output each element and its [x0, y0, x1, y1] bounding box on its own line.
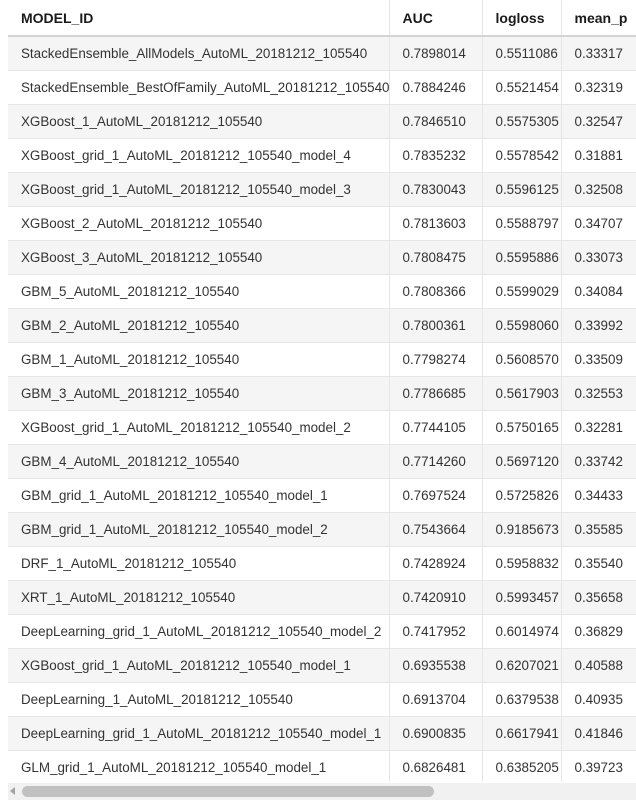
cell-logloss: 0.5575305	[482, 105, 561, 139]
cell-auc: 0.7714260	[389, 445, 482, 479]
table-row	[8, 377, 636, 411]
cell-auc: 0.7884246	[389, 71, 482, 105]
cell-auc: 0.7800361	[389, 309, 482, 343]
cell-model-id: XGBoost_2_AutoML_20181212_105540	[8, 207, 389, 241]
cell-mean-per-class-error: 0.34707	[561, 207, 636, 241]
cell-auc: 0.7798274	[389, 343, 482, 377]
cell-mean-per-class-error: 0.33992	[561, 309, 636, 343]
scrollbar-thumb[interactable]	[22, 786, 434, 797]
table-row	[8, 717, 636, 751]
cell-mean-per-class-error: 0.35658	[561, 581, 636, 615]
cell-mean-per-class-error: 0.33742	[561, 445, 636, 479]
cell-model-id: StackedEnsemble_AllModels_AutoML_20181212_105540	[8, 36, 389, 71]
table-row	[8, 581, 636, 615]
table-row	[8, 241, 636, 275]
cell-auc: 0.7543664	[389, 513, 482, 547]
cell-logloss: 0.9185673	[482, 513, 561, 547]
table-row	[8, 683, 636, 717]
cell-mean-per-class-error: 0.32281	[561, 411, 636, 445]
cell-auc: 0.7830043	[389, 173, 482, 207]
cell-model-id: DeepLearning_grid_1_AutoML_20181212_105540_model_1	[8, 717, 389, 751]
cell-logloss: 0.5958832	[482, 547, 561, 581]
cell-model-id: XGBoost_grid_1_AutoML_20181212_105540_model_4	[8, 139, 389, 173]
cell-model-id: DRF_1_AutoML_20181212_105540	[8, 547, 389, 581]
cell-mean-per-class-error: 0.40935	[561, 683, 636, 717]
cell-logloss: 0.5595886	[482, 241, 561, 275]
cell-logloss: 0.6014974	[482, 615, 561, 649]
horizontal-scrollbar[interactable]	[8, 783, 636, 800]
cell-auc: 0.7786685	[389, 377, 482, 411]
cell-auc: 0.7846510	[389, 105, 482, 139]
cell-logloss: 0.5608570	[482, 343, 561, 377]
cell-logloss: 0.6379538	[482, 683, 561, 717]
cell-model-id: XGBoost_3_AutoML_20181212_105540	[8, 241, 389, 275]
cell-model-id: XGBoost_1_AutoML_20181212_105540	[8, 105, 389, 139]
cell-auc: 0.7420910	[389, 581, 482, 615]
table-row	[8, 513, 636, 547]
cell-auc: 0.6913704	[389, 683, 482, 717]
cell-model-id: DeepLearning_grid_1_AutoML_20181212_105540_model_2	[8, 615, 389, 649]
cell-logloss: 0.5993457	[482, 581, 561, 615]
cell-auc: 0.6935538	[389, 649, 482, 683]
cell-auc: 0.7808366	[389, 275, 482, 309]
cell-auc: 0.7835232	[389, 139, 482, 173]
cell-mean-per-class-error: 0.32319	[561, 71, 636, 105]
table-row	[8, 275, 636, 309]
cell-logloss: 0.5617903	[482, 377, 561, 411]
table-row	[8, 105, 636, 139]
header-row	[8, 0, 636, 36]
table-row	[8, 343, 636, 377]
triangle-left-icon[interactable]	[10, 787, 15, 795]
cell-model-id: XRT_1_AutoML_20181212_105540	[8, 581, 389, 615]
table-row	[8, 615, 636, 649]
column-header-mean-per-class-error: mean_p	[561, 0, 636, 36]
cell-auc: 0.7813603	[389, 207, 482, 241]
cell-logloss: 0.5599029	[482, 275, 561, 309]
cell-mean-per-class-error: 0.35585	[561, 513, 636, 547]
cell-logloss: 0.6617941	[482, 717, 561, 751]
cell-auc: 0.7428924	[389, 547, 482, 581]
cell-logloss: 0.5588797	[482, 207, 561, 241]
leaderboard-table	[8, 0, 636, 782]
cell-model-id: GBM_grid_1_AutoML_20181212_105540_model_1	[8, 479, 389, 513]
column-header-logloss: logloss	[482, 0, 561, 36]
table-row	[8, 479, 636, 513]
cell-mean-per-class-error: 0.33509	[561, 343, 636, 377]
cell-auc: 0.7417952	[389, 615, 482, 649]
cell-auc: 0.7697524	[389, 479, 482, 513]
cell-logloss: 0.5596125	[482, 173, 561, 207]
table-row	[8, 751, 636, 783]
table-row	[8, 139, 636, 173]
cell-auc: 0.6900835	[389, 717, 482, 751]
cell-model-id: StackedEnsemble_BestOfFamily_AutoML_20181212_105540	[8, 71, 389, 105]
cell-model-id: GBM_5_AutoML_20181212_105540	[8, 275, 389, 309]
cell-auc: 0.6826481	[389, 751, 482, 783]
column-header-auc: AUC	[389, 0, 482, 36]
table-row	[8, 547, 636, 581]
cell-model-id: GBM_3_AutoML_20181212_105540	[8, 377, 389, 411]
cell-model-id: XGBoost_grid_1_AutoML_20181212_105540_model_2	[8, 411, 389, 445]
cell-mean-per-class-error: 0.35540	[561, 547, 636, 581]
cell-logloss: 0.5598060	[482, 309, 561, 343]
cell-mean-per-class-error: 0.32553	[561, 377, 636, 411]
cell-auc: 0.7808475	[389, 241, 482, 275]
table-row	[8, 309, 636, 343]
cell-auc: 0.7898014	[389, 36, 482, 71]
cell-auc: 0.7744105	[389, 411, 482, 445]
cell-model-id: GBM_1_AutoML_20181212_105540	[8, 343, 389, 377]
cell-model-id: GBM_4_AutoML_20181212_105540	[8, 445, 389, 479]
table-body	[8, 36, 636, 782]
cell-mean-per-class-error: 0.32508	[561, 173, 636, 207]
column-header-model-id: MODEL_ID	[8, 0, 389, 36]
cell-logloss: 0.5521454	[482, 71, 561, 105]
table-row	[8, 173, 636, 207]
cell-mean-per-class-error: 0.39723	[561, 751, 636, 783]
cell-mean-per-class-error: 0.40588	[561, 649, 636, 683]
table-row	[8, 411, 636, 445]
cell-mean-per-class-error: 0.33073	[561, 241, 636, 275]
cell-logloss: 0.5578542	[482, 139, 561, 173]
cell-model-id: GBM_grid_1_AutoML_20181212_105540_model_2	[8, 513, 389, 547]
cell-logloss: 0.5725826	[482, 479, 561, 513]
cell-logloss: 0.5750165	[482, 411, 561, 445]
cell-mean-per-class-error: 0.34433	[561, 479, 636, 513]
cell-mean-per-class-error: 0.31881	[561, 139, 636, 173]
table-row	[8, 445, 636, 479]
cell-mean-per-class-error: 0.32547	[561, 105, 636, 139]
cell-model-id: GLM_grid_1_AutoML_20181212_105540_model_1	[8, 751, 389, 783]
cell-mean-per-class-error: 0.34084	[561, 275, 636, 309]
cell-model-id: XGBoost_grid_1_AutoML_20181212_105540_model_3	[8, 173, 389, 207]
cell-model-id: GBM_2_AutoML_20181212_105540	[8, 309, 389, 343]
cell-mean-per-class-error: 0.33317	[561, 36, 636, 71]
cell-mean-per-class-error: 0.41846	[561, 717, 636, 751]
cell-logloss: 0.6207021	[482, 649, 561, 683]
table-row	[8, 649, 636, 683]
cell-logloss: 0.5697120	[482, 445, 561, 479]
cell-mean-per-class-error: 0.36829	[561, 615, 636, 649]
cell-model-id: DeepLearning_1_AutoML_20181212_105540	[8, 683, 389, 717]
table-row	[8, 36, 636, 71]
table-row	[8, 207, 636, 241]
cell-logloss: 0.5511086	[482, 36, 561, 71]
cell-logloss: 0.6385205	[482, 751, 561, 783]
table-row	[8, 71, 636, 105]
cell-model-id: XGBoost_grid_1_AutoML_20181212_105540_model_1	[8, 649, 389, 683]
